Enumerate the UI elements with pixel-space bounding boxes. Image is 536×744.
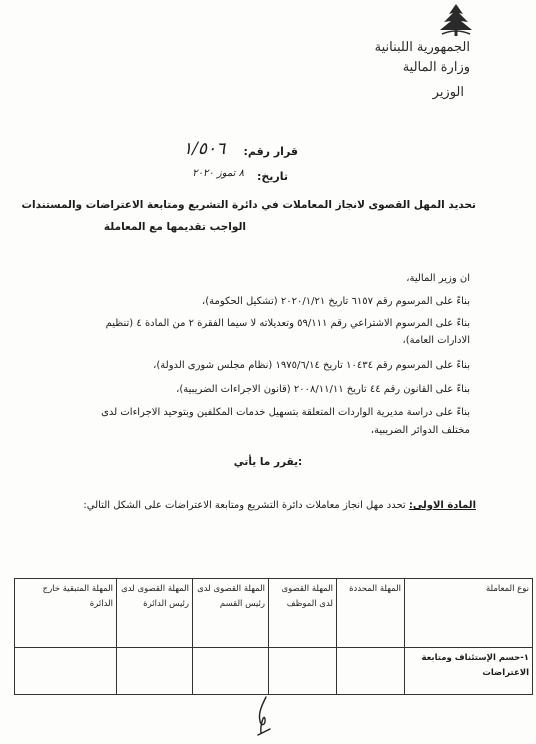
ministry-header: وزارة المالية [402,60,470,75]
table-header-cell: المهلة القصوى لدى الموظف [269,579,337,648]
table-header-cell: المهلة القصوى لدى رئيس القسم [193,579,269,648]
table-cell [269,648,337,695]
cedar-emblem-icon [436,2,476,40]
preamble-line: بناءً على المرسوم رقم ٦١٥٧ تاريخ ٢٠٢٠/١/٢١ (تشكيل الحكومة)، [201,296,470,307]
document-title-line2: الواجب تقديمها مع المعاملة [103,221,246,233]
decision-date-value: ٨ تموز ٢٠٢٠ [192,168,244,179]
article-1-label: المادة الاولى: [408,500,476,511]
document-title-line1: تحديد المهل القصوى لانجاز المعاملات في دائرة التشريع ومتابعة الاعتراضات والمستندات [21,199,476,211]
table-row [15,648,533,695]
table-header-cell: المهلة المتبقية خارج الدائرة [15,579,117,648]
preamble-line: بناءً على المرسوم رقم ١٠٤٣٤ تاريخ ١٩٧٥/٦/١٤ (نظام مجلس شورى الدولة)، [153,360,470,371]
article-1 [83,500,476,511]
minister-header: الوزير [432,85,464,100]
preamble-line: الادارات العامة)، [402,335,470,346]
table-cell [337,648,405,695]
table-header-row [15,579,533,648]
preamble-line: بناءً على القانون رقم ٤٤ تاريخ ٢٠٠٨/١١/١١ (قانون الاجراءات الضريبية)، [176,384,470,395]
decides-heading: يقرر ما يأتي: [233,456,303,468]
table-cell [117,648,193,695]
signature-mark [252,695,278,737]
republic-header: الجمهورية اللبنانية [374,40,470,55]
preamble-line: بناءً على دراسة مديرية الواردات المتعلقة بتسهيل خدمات المكلفين وبتوحيد الاجراءات لدى [101,407,470,418]
preamble-line: بناءً على المرسوم الاشتراعي رقم ٥٩/١١١ وتعديلاته لا سيما الفقرة ٢ من المادة ٤ (تنظيم [105,318,470,329]
decision-number-value: ١/٥٠٦ [183,139,226,159]
table-cell [15,648,117,695]
article-1-text: تحدد مهل انجاز معاملات دائرة التشريع ومتابعة الاعتراضات على الشكل التالي: [83,500,409,511]
preamble-line: ان وزير المالية، [406,273,470,284]
table-header-cell: نوع المعاملة [405,579,533,648]
decision-number-label: قرار رقم: [243,145,298,158]
decision-date-label: تاريخ: [256,170,288,183]
preamble-line: مختلف الدوائر الضريبية، [370,425,470,436]
table-cell [193,648,269,695]
table-header-cell: المهلة المحددة [337,579,405,648]
table-cell: ١-حسم الإستئناف ومتابعة الاعتراضات [405,648,533,695]
table-header-cell: المهلة القصوى لدى رئيس الدائرة [117,579,193,648]
deadlines-table [14,578,533,695]
